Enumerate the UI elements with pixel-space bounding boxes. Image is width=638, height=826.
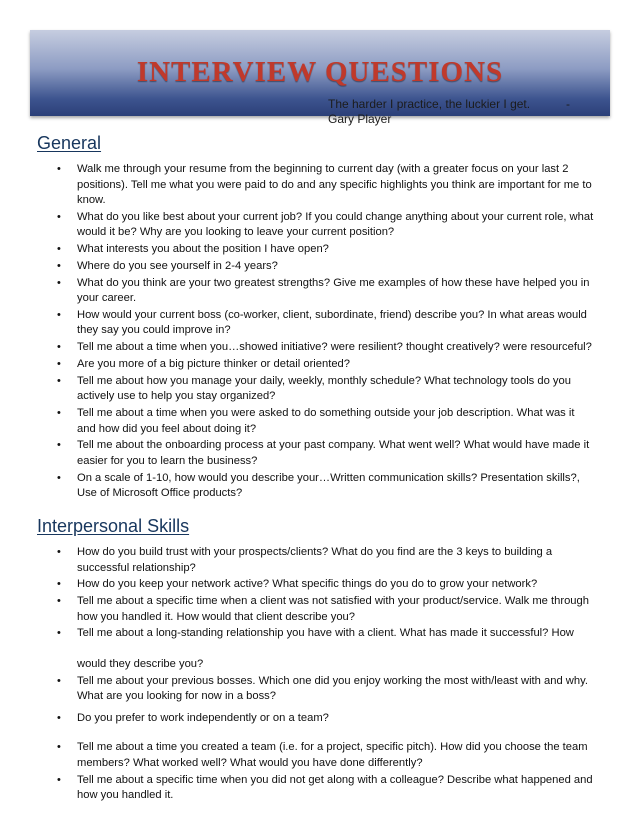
- list-item: • How do you build trust with your prospects/clients? What do you find are the 3 keys to building a successful relationship?: [57, 545, 595, 576]
- list-item: would they describe you?: [77, 658, 204, 671]
- list-item: • Walk me through your resume from the beginning to current day (with a greater focus on your last 2 positions). Tell me what you were paid to do and any specific highlights you think are important for me to know.: [57, 162, 595, 209]
- list-item: • Do you prefer to work independently or on a team?: [57, 711, 595, 727]
- section-heading-general: General: [37, 133, 102, 153]
- page-title: INTERVIEW QUESTIONS: [136, 56, 504, 88]
- list-item: • What do you like best about your current job? If you could change anything about your current role, what would it be? Why are you looking to leave your current position?: [57, 210, 595, 241]
- list-item: • Where do you see yourself in 2-4 years?: [57, 259, 595, 275]
- list-item: • Tell me about the onboarding process at your past company. What went well? What would have made it easier for you to learn the business?: [57, 438, 595, 469]
- list-item: • Tell me about a specific time when you did not get along with a colleague? Describe what happened and how you handled it.: [57, 773, 595, 804]
- list-item: • What interests you about the position I have open?: [57, 242, 595, 258]
- list-item: • Tell me about a time when you were asked to do something outside your job description. What was it and how did you feel about doing it?: [57, 406, 595, 437]
- list-item: • How would your current boss (co-worker, client, subordinate, friend) describe you? In what areas would they say you could improve in?: [57, 308, 595, 339]
- list-item: • Are you more of a big picture thinker or detail oriented?: [57, 357, 595, 373]
- list-item: • How do you keep your network active? What specific things do you do to grow your network?: [57, 577, 595, 593]
- quote-author: Gary Player: [328, 112, 392, 126]
- list-item: • Tell me about how you manage your daily, weekly, monthly schedule? What technology tools do you actively use to help you stay organized?: [57, 374, 595, 405]
- question-list-interpersonal: [57, 545, 595, 805]
- list-item: • Tell me about a time when you…showed initiative? were resilient? thought creatively? were resourceful?: [57, 340, 595, 356]
- list-item: • On a scale of 1-10, how would you describe your…Written communication skills? Presentation skills?, Use of Microsoft Office products?: [57, 471, 595, 502]
- quote-separator: -: [566, 97, 570, 111]
- section-heading-interpersonal: Interpersonal Skills: [37, 516, 190, 536]
- list-item: • Tell me about a time you created a team (i.e. for a project, specific pitch). How did you choose the team members? What worked well? What would you have done differently?: [57, 740, 595, 771]
- list-item: • Tell me about a long-standing relationship you have with a client. What has made it successful? How: [57, 626, 595, 642]
- quote: [328, 97, 570, 127]
- quote-text: The harder I practice, the luckier I get.: [328, 97, 531, 111]
- list-item: • Tell me about a specific time when a client was not satisfied with your product/service. Walk me through how you handled it. How would that client describe you?: [57, 594, 595, 625]
- list-item: • Tell me about your previous bosses. Which one did you enjoy working the most with/least with and why. What are you looking for now in a boss?: [57, 674, 595, 705]
- list-item: • What do you think are your two greatest strengths? Give me examples of how these have helped you in your career.: [57, 276, 595, 307]
- question-list-general: [57, 162, 595, 503]
